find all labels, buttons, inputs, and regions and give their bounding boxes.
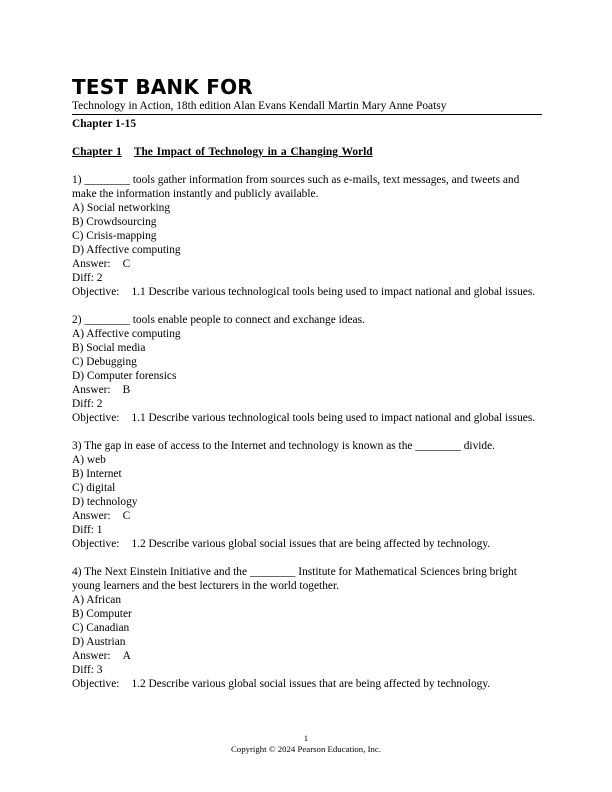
option: D) Computer forensics <box>72 370 177 382</box>
copyright-notice: Copyright © 2024 Pearson Education, Inc. <box>230 744 382 754</box>
objective-label: Objective: <box>72 412 120 424</box>
objective-line <box>72 285 542 299</box>
objective-line <box>72 537 542 551</box>
option: C) Debugging <box>72 356 137 368</box>
question-stem: 4) The Next Einstein Initiative and the ________ Institute for Mathematical Sciences bring bright young learners and the best lecturers in the world together. <box>72 566 517 592</box>
option: C) Canadian <box>72 622 130 634</box>
objective-text: 1.2 Describe various global social issues that are being affected by technology. <box>131 678 491 690</box>
answer-label: Answer: <box>72 384 111 396</box>
objective-line <box>72 411 542 425</box>
difficulty: Diff: 1 <box>72 524 103 536</box>
difficulty: Diff: 2 <box>72 398 103 410</box>
answer-line <box>72 649 542 663</box>
page-number: 1 <box>303 733 309 743</box>
answer-value: B <box>122 384 131 396</box>
question-stem: 2) ________ tools enable people to connect and exchange ideas. <box>72 314 365 326</box>
option: B) Crowdsourcing <box>72 216 157 228</box>
question-block <box>72 439 542 551</box>
test-bank-banner: TEST BANK FOR <box>72 75 253 99</box>
objective-text: 1.1 Describe various technological tools being used to impact national and global issues. <box>131 286 536 298</box>
answer-value: A <box>122 650 131 662</box>
answer-line <box>72 257 542 271</box>
question-stem: 3) The gap in ease of access to the Internet and technology is known as the ________ divide. <box>72 440 496 452</box>
option: A) web <box>72 454 106 466</box>
difficulty: Diff: 3 <box>72 664 103 676</box>
book-subtitle: Technology in Action, 18th edition Alan Evans Kendall Martin Mary Anne Poatsy <box>72 100 447 112</box>
answer-value: C <box>122 510 131 522</box>
chapter-heading <box>72 145 542 159</box>
chapter-title: The Impact of Technology in a Changing World <box>133 146 373 158</box>
question-block <box>72 565 542 691</box>
question-stem: 1) ________ tools gather information from sources such as e-mails, text messages, and tweets and make the information instantly and publicly available. <box>72 174 520 200</box>
option: B) Internet <box>72 468 122 480</box>
objective-label: Objective: <box>72 538 120 550</box>
objective-text: 1.2 Describe various global social issues that are being affected by technology. <box>131 538 491 550</box>
objective-label: Objective: <box>72 286 120 298</box>
document-page <box>72 76 542 691</box>
objective-text: 1.1 Describe various technological tools being used to impact national and global issues. <box>131 412 536 424</box>
objective-line <box>72 677 542 691</box>
answer-line <box>72 509 542 523</box>
option: B) Social media <box>72 342 146 354</box>
option: D) technology <box>72 496 138 508</box>
answer-label: Answer: <box>72 650 111 662</box>
answer-label: Answer: <box>72 510 111 522</box>
difficulty: Diff: 2 <box>72 272 103 284</box>
answer-value: C <box>122 258 131 270</box>
option: D) Austrian <box>72 636 126 648</box>
option: C) Crisis-mapping <box>72 230 157 242</box>
answer-label: Answer: <box>72 258 111 270</box>
option: A) Affective computing <box>72 328 181 340</box>
option: C) digital <box>72 482 116 494</box>
option: A) Social networking <box>72 202 171 214</box>
option: D) Affective computing <box>72 244 181 256</box>
option: B) Computer <box>72 608 132 620</box>
chapter-range: Chapter 1-15 <box>72 118 137 130</box>
question-block <box>72 313 542 425</box>
answer-line <box>72 383 542 397</box>
objective-label: Objective: <box>72 678 120 690</box>
question-block <box>72 173 542 299</box>
header-divider <box>72 114 542 115</box>
chapter-number: Chapter 1 <box>72 146 122 158</box>
option: A) African <box>72 594 122 606</box>
